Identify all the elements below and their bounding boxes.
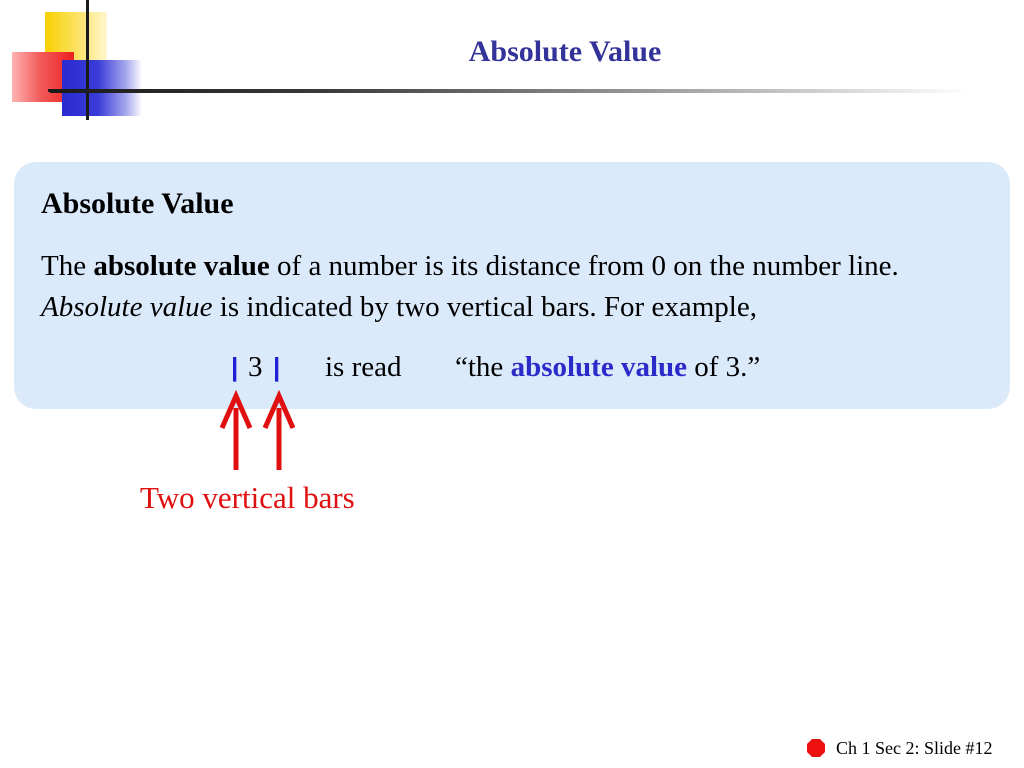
corner-logo [0,0,160,125]
arrow-label: Two vertical bars [140,480,355,515]
reading-text [455,347,760,387]
box-heading: Absolute Value [41,187,234,220]
example-number: 3 [248,351,263,383]
slide-title: Absolute Value [468,35,662,68]
logo-blue-square [62,60,142,116]
is-read-text: is read [325,351,402,383]
definition-italic-term: Absolute value [41,291,213,323]
example-row [14,347,1010,387]
definition-text [41,246,996,328]
left-vertical-bar: | [231,352,239,382]
definition-text-part: of a number is its distance from 0 on the number line. [269,250,899,282]
logo-vertical-line [86,0,89,120]
stop-octagon-icon[interactable] [806,738,826,758]
reading-highlight: absolute value [510,351,687,383]
definition-text-part: The [41,250,94,282]
definition-text-part: is indicated by two vertical bars. For example, [212,291,757,323]
definition-term: absolute value [93,250,270,282]
reading-close: of 3.” [687,351,761,383]
reading-open: “the [455,351,511,383]
slide-footer: Ch 1 Sec 2: Slide #12 [836,738,993,758]
title-rule [50,89,970,93]
right-vertical-bar: | [273,352,281,382]
definition-box [14,162,1010,409]
